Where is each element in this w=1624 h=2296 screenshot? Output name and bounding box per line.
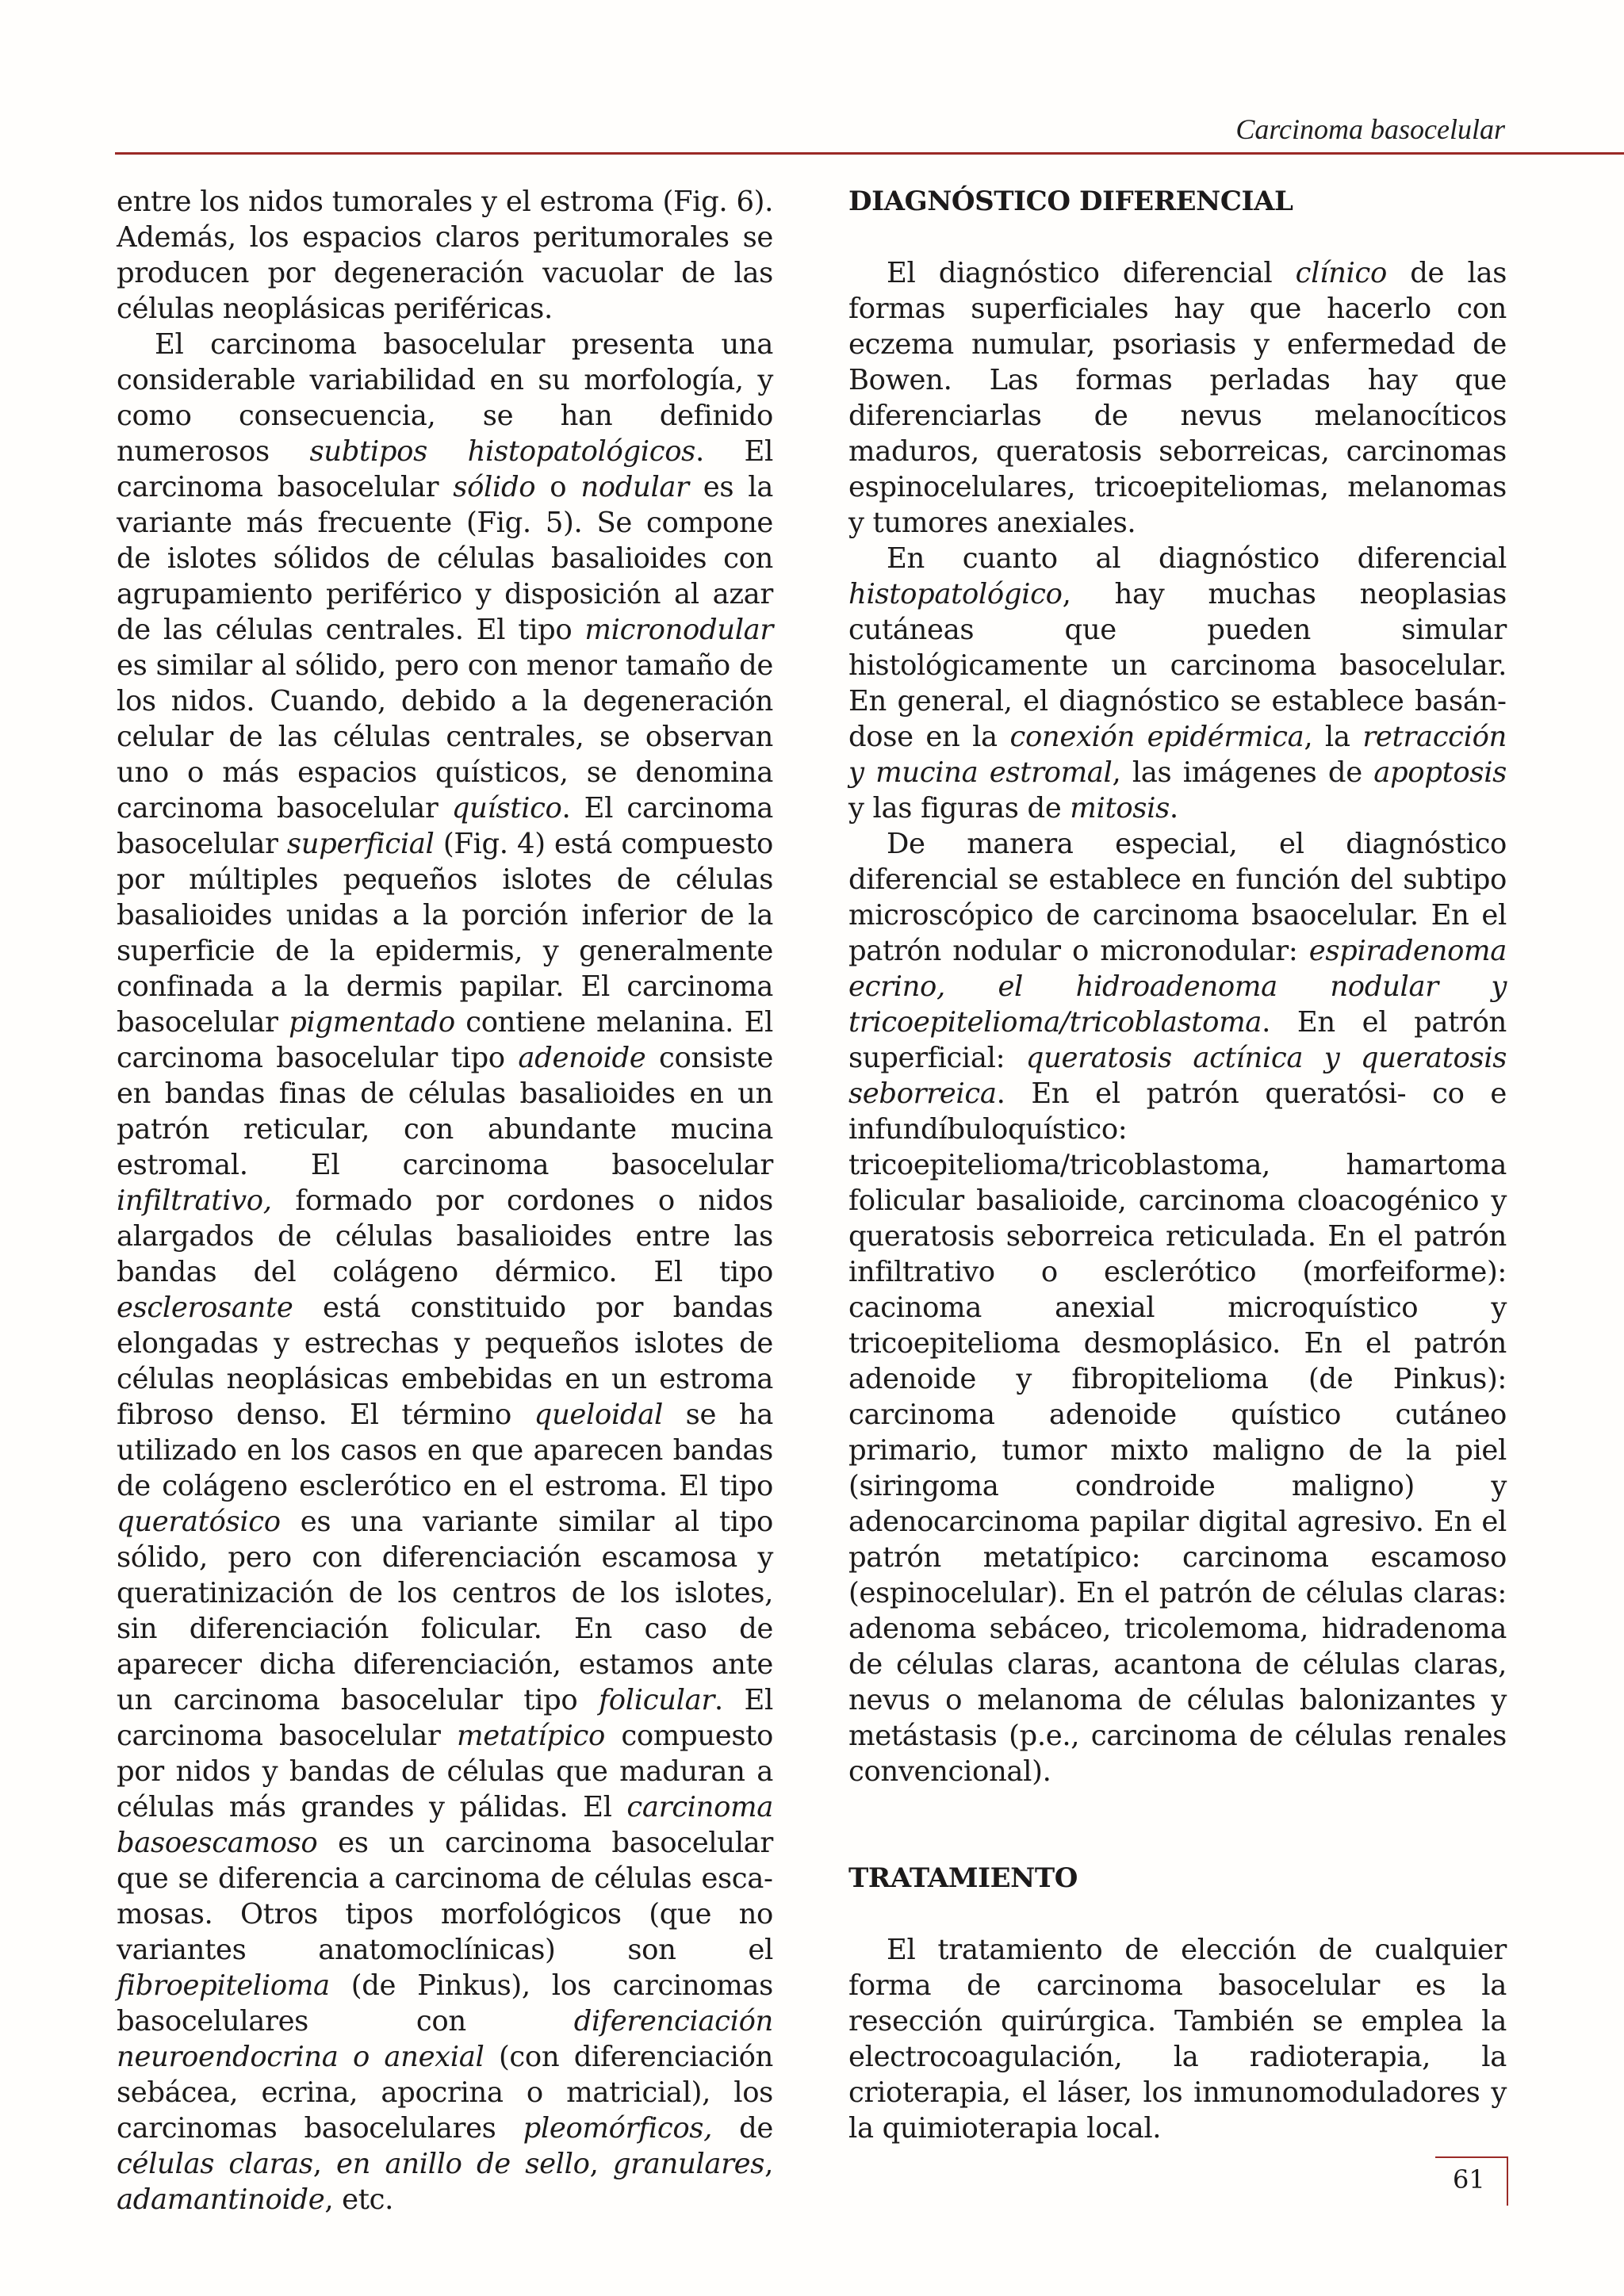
text-run: o xyxy=(535,471,581,503)
text-run: . En el patrón superficial: xyxy=(848,1006,1507,1074)
italic-term: adenoide xyxy=(518,1042,646,1074)
right-column xyxy=(848,184,1507,2146)
text-run: (con diferenciación sebácea, ecrina, apocrina o matricial), los carcinomas basocelulares xyxy=(117,2041,773,2145)
section-heading-tratamiento: TRATAMIENTO xyxy=(848,1862,1078,1894)
italic-term: apoptosis xyxy=(1373,756,1507,789)
italic-term: adamantinoide xyxy=(117,2183,325,2216)
italic-term: quístico xyxy=(451,792,562,825)
italic-term: queloidal xyxy=(534,1399,663,1431)
text-run: consiste en bandas finas de células basalioides en un patrón reticular, con abundante mucina estromal. El carcinoma basocelular xyxy=(117,1042,773,1181)
text-run: es un carcinoma basocelular que se diferencia a carcinoma de células escamosas. Otros tipos morfológicos (que no variantes anatomoclínicas) son el xyxy=(117,1827,773,1966)
italic-term: metatípico xyxy=(456,1720,605,1752)
text-run: es similar al sólido, pero con menor tamaño de los nidos. Cuando, debido a la degeneración celular de las células centrales, se observan uno o más espacios quísticos, se denomina carcinoma basocelular xyxy=(117,649,773,825)
text-run: El carcinoma basocelular presenta una considerable variabilidad en su morfología, y como consecuencia, se han definido numerosos xyxy=(117,328,773,468)
text-run: y las figuras de xyxy=(848,792,1071,825)
paragraph xyxy=(117,184,773,327)
text-run: se ha utilizado en los casos en que aparecen bandas de colágeno esclerótico en el estroma. El tipo xyxy=(117,1399,773,1502)
text-run: de las formas superficiales hay que hacerlo con eczema numular, psoriasis y enfermedad de Bowen. Las formas perladas hay que diferenciarlas de nevus melanocíticos maduros, queratosis seborreicas, carcinomas espinocelulares, tricoepiteliomas, melanomas y tumores anexiales. xyxy=(848,257,1507,539)
text-run: es una variante similar al tipo sólido, pero con diferenciación escamosa y queratinización de los centros de los islotes, sin diferenciación folicular. En caso de aparecer dicha diferenciación, estamos ante un carcinoma basocelular tipo xyxy=(117,1506,773,1716)
text-run: contiene melanina. El carcinoma basocelular tipo xyxy=(117,1006,773,1074)
italic-term: queratosis actínica y queratosis seborreica xyxy=(848,1042,1507,1110)
text-run: El diagnóstico diferencial xyxy=(887,257,1296,289)
text-run: (de Pinkus), los carcinomas basocelulares con xyxy=(117,1969,773,2038)
text-run: . En el patrón queratósi- co e infundíbuloquístico: tricoepitelioma/tricoblastoma, hamartoma folicular basalioide, carcinoma cloacogénico y queratosis seborreica reticulada. En el patrón infiltrativo o esclerótico (morfeiforme): cacinoma anexial microquístico y tricoepitelioma desmoplásico. En el patrón adenoide y fibropitelioma (de Pinkus): carcinoma adenoide quístico cutáneo primario, tumor mixto maligno de la piel (siringoma condroide maligno) y adenocarcinoma papilar digital agresivo. En el patrón metatípico: carcinoma escamoso (espinocelular). En el patrón de células claras: adenoma sebáceo, tricolemoma, hidradenoma de células claras, acantona de células claras, nevus o melanoma de células balonizantes y metástasis (p.e., carcinoma de células renales convencional). xyxy=(848,1077,1507,1788)
paragraph xyxy=(848,255,1507,541)
text-run: . xyxy=(1169,792,1178,825)
text-run: . El carcinoma basocelular xyxy=(117,435,773,503)
text-run: entre los nidos tumorales y el estroma (Fig. 6). Además, los espacios claros peritumorales se producen por degeneración vacuolar de las células neoplásicas periféricas. xyxy=(117,186,773,325)
header-rule xyxy=(115,152,1624,155)
italic-term: conexión epidérmica xyxy=(1009,721,1304,753)
paragraph xyxy=(848,541,1507,826)
running-title: Carcinoma basocelular xyxy=(1235,113,1505,145)
text-run: está constituido por bandas elongadas y estrechas y pequeños islotes de células neoplásicas embebidas en un estroma fibroso denso. El término xyxy=(117,1292,773,1431)
italic-term: clínico xyxy=(1295,257,1387,289)
paragraph xyxy=(848,1932,1507,2146)
italic-term: micronodular xyxy=(584,614,773,646)
text-run: El tratamiento de elección de cualquier forma de carcinoma basocelular es la resección quirúrgica. También se emplea la electrocoagulación, la radioterapia, la crioterapia, el láser, los inmunomoduladores y la quimioterapia local. xyxy=(848,1934,1507,2145)
italic-term: subtipos histopatológicos xyxy=(309,435,695,468)
text-run: De manera especial, el diagnóstico diferencial se establece en función del subtipo microscópico de carcinoma bsaocelular. En el patrón nodular o micronodular: xyxy=(848,828,1507,967)
paragraph xyxy=(117,327,773,2218)
italic-term: granulares xyxy=(612,2148,765,2180)
text-run: , xyxy=(312,2148,337,2180)
italic-term: en anillo de sello xyxy=(336,2148,590,2180)
italic-term: mitosis xyxy=(1070,792,1170,825)
text-run: es la variante más frecuente (Fig. 5). Se compone de islotes sólidos de células basalioides con agrupamiento periférico y disposición al azar de las células centrales. El tipo xyxy=(117,471,773,646)
text-run: de xyxy=(712,2112,773,2145)
italic-term: esclerosante xyxy=(117,1292,293,1324)
text-run: , las imágenes de xyxy=(1112,756,1374,789)
section-spacer xyxy=(848,1789,1507,1861)
italic-term: histopatológico xyxy=(848,578,1063,610)
text-run: En cuanto al diagnóstico diferencial xyxy=(887,542,1507,575)
italic-term: fibroepitelioma xyxy=(117,1969,330,2002)
text-run: , etc. xyxy=(324,2183,393,2216)
text-run: , la xyxy=(1304,721,1363,753)
italic-term: pigmentado xyxy=(289,1006,455,1039)
italic-term: sólido xyxy=(453,471,536,503)
text-run: compuesto por nidos y bandas de células que maduran a células más grandes y pálidas. El xyxy=(117,1720,773,1823)
section-heading-diagnostico: DIAGNÓSTICO DIFERENCIAL xyxy=(848,186,1293,217)
italic-term: folicular xyxy=(599,1684,714,1716)
italic-term: carcinoma basoescamoso xyxy=(117,1791,773,1859)
italic-term: espiradenoma ecrino, el hidroadenoma nodular y tricoepitelioma/tricoblastoma xyxy=(848,935,1507,1039)
italic-term: nodular xyxy=(580,471,689,503)
italic-term: infiltrativo, xyxy=(117,1184,272,1217)
italic-term: células claras xyxy=(117,2148,313,2180)
text-run: formado por cordones o nidos alargados de células basalioides entre las bandas del colágeno dérmico. El tipo xyxy=(117,1184,773,1288)
text-run: . El carcinoma basocelular xyxy=(117,792,773,860)
text-run: , xyxy=(764,2148,773,2180)
text-run: . El carcinoma basocelular xyxy=(117,1684,773,1752)
text-run: , xyxy=(589,2148,613,2180)
italic-term: retracción y mucina estromal xyxy=(848,721,1507,789)
left-column xyxy=(117,184,773,2218)
italic-term: diferenciación neuroendocrina o anexial xyxy=(117,2005,773,2073)
page-number: 61 xyxy=(1453,2164,1485,2195)
italic-term: superficial xyxy=(286,828,435,860)
italic-term: pleomórficos, xyxy=(523,2112,712,2145)
text-run: (Fig. 4) está compuesto por múltiples pequeños islotes de células basalioides unidas a la porción inferior de la superficie de la epidermis, y generalmente confinada a la dermis papilar. El carcinoma basocelular xyxy=(117,828,773,1039)
italic-term: queratósico xyxy=(117,1506,281,1538)
text-run: , hay muchas neoplasias cutáneas que pueden simular histológicamente un carcinoma basocelular. En general, el diagnóstico se establece basándose en la xyxy=(848,578,1507,753)
paragraph xyxy=(848,826,1507,1789)
